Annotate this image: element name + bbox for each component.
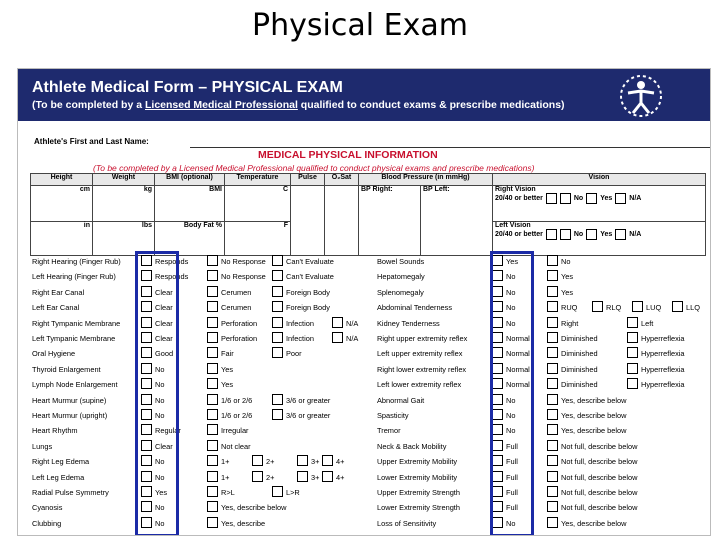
left-vision-checkbox-na[interactable] xyxy=(615,229,626,240)
checkbox[interactable] xyxy=(207,332,218,343)
option-label: Regular xyxy=(155,426,181,436)
exam-row-left-ear-canal xyxy=(32,300,377,315)
exam-row-splenomegaly xyxy=(377,285,707,300)
checkbox[interactable] xyxy=(672,301,683,312)
option-label: No xyxy=(155,472,165,482)
bmi-field[interactable]: BMI xyxy=(155,186,225,222)
option-label: Diminished xyxy=(561,349,598,359)
option-label: No xyxy=(155,457,165,467)
option-label: 1/6 or 2/6 xyxy=(221,395,253,405)
checkbox[interactable] xyxy=(207,286,218,297)
right-vision-cell: Right Vision 20/40 or better No Yes N/A xyxy=(493,186,706,222)
option-label: No xyxy=(155,503,165,513)
checkbox[interactable] xyxy=(207,409,218,420)
option-label: Foreign Body xyxy=(286,287,330,297)
exam-row-thyroid-enlargement xyxy=(32,362,377,377)
option-label: No xyxy=(155,395,165,405)
temperature-header: Temperature xyxy=(225,174,291,186)
exam-row-label: Left lower extremity reflex xyxy=(377,380,462,390)
checkbox[interactable] xyxy=(547,440,558,451)
option-label: Fair xyxy=(221,349,234,359)
checkbox[interactable] xyxy=(207,517,218,528)
option-label: Responds xyxy=(155,272,189,282)
checkbox[interactable] xyxy=(207,363,218,374)
option-label: Right xyxy=(561,318,579,328)
o2sat-header: O₂Sat xyxy=(325,174,359,186)
option-label: Hyperreflexia xyxy=(641,364,685,374)
checkbox[interactable] xyxy=(627,347,638,358)
option-label: Irregular xyxy=(221,426,249,436)
exam-row-right-lower-extremity-reflex xyxy=(377,362,707,377)
checkbox[interactable] xyxy=(272,486,283,497)
checkbox[interactable] xyxy=(207,486,218,497)
exam-row-label: Left Hearing (Finger Rub) xyxy=(32,272,116,282)
checkbox[interactable] xyxy=(207,501,218,512)
checkbox[interactable] xyxy=(547,394,558,405)
option-label: 1+ xyxy=(221,472,230,482)
option-label: Hyperreflexia xyxy=(641,380,685,390)
option-label: 3+ xyxy=(311,457,320,467)
option-label: No xyxy=(155,364,165,374)
form-banner xyxy=(18,69,711,121)
option-label: Diminished xyxy=(561,334,598,343)
weight-kg-field[interactable]: kg xyxy=(93,186,155,222)
exam-row-heart-murmur-upright xyxy=(32,408,377,423)
option-label: No xyxy=(506,411,516,420)
option-label: Not full, describe below xyxy=(561,472,638,482)
exam-row-kidney-tenderness xyxy=(377,316,707,331)
pulse-header: Pulse xyxy=(291,174,325,186)
exam-row-left-tympanic-membrane xyxy=(32,331,377,346)
option-label: N/A xyxy=(346,334,359,343)
special-olympics-logo xyxy=(618,73,664,119)
checkbox[interactable] xyxy=(632,301,643,312)
option-label: Diminished xyxy=(561,380,598,390)
exam-row-left-leg-edema xyxy=(32,470,377,485)
option-label: Full xyxy=(506,488,518,497)
checkbox[interactable] xyxy=(207,347,218,358)
right-vision-checkbox-yes[interactable] xyxy=(586,193,597,204)
exam-row-upper-extremity-mobility xyxy=(377,454,707,469)
exam-row-label: Cyanosis xyxy=(32,503,63,513)
option-label: Perforation xyxy=(221,318,258,328)
athlete-name-field[interactable] xyxy=(190,147,710,148)
option-label: 3+ xyxy=(311,472,320,482)
bp-right-field[interactable]: BP Right: xyxy=(359,186,421,256)
temp-f-field[interactable]: F xyxy=(225,222,291,256)
option-label: 2+ xyxy=(266,472,275,482)
option-label: 2+ xyxy=(266,457,275,467)
option-label: Responds xyxy=(155,257,189,266)
checkbox[interactable] xyxy=(547,255,558,266)
option-label: Yes xyxy=(221,380,234,390)
exam-row-label: Upper Extremity Mobility xyxy=(377,457,458,467)
left-vision-label: Left Vision xyxy=(495,222,531,229)
right-vision-label: Right Vision xyxy=(495,186,536,193)
bp-left-field[interactable]: BP Left: xyxy=(421,186,493,256)
left-vision-criteria: 20/40 or better xyxy=(495,231,543,238)
option-label: No xyxy=(155,380,165,390)
option-label: Normal xyxy=(506,334,530,343)
option-label: 1/6 or 2/6 xyxy=(221,411,253,420)
exam-row-label: Left upper extremity reflex xyxy=(377,349,463,359)
checkbox[interactable] xyxy=(207,455,218,466)
checkbox[interactable] xyxy=(547,332,558,343)
right-vision-criteria: 20/40 or better xyxy=(495,195,543,202)
form-subtitle: (To be completed by a Licensed Medical Professional qualified to conduct exams & prescribe medications) xyxy=(32,99,565,111)
option-label: Not full, describe below xyxy=(561,488,638,497)
option-label: Good xyxy=(155,349,174,359)
option-label: Normal xyxy=(506,349,530,359)
checkbox[interactable] xyxy=(297,455,308,466)
checkbox[interactable] xyxy=(272,394,283,405)
option-label: Yes xyxy=(561,272,574,282)
right-vision-checkbox-no[interactable] xyxy=(560,193,571,204)
option-label: LLQ xyxy=(686,303,700,313)
checkbox[interactable] xyxy=(207,301,218,312)
checkbox[interactable] xyxy=(592,301,603,312)
checkbox[interactable] xyxy=(207,424,218,435)
checkbox[interactable] xyxy=(332,332,343,343)
checkbox[interactable] xyxy=(547,363,558,374)
option-label: Yes, describe below xyxy=(221,503,287,513)
option-label: 3/6 or greater xyxy=(286,395,331,405)
option-label: Full xyxy=(506,503,518,513)
weight-header: Weight xyxy=(93,174,155,186)
option-label: Not full, describe below xyxy=(561,457,638,467)
option-label: Yes xyxy=(506,257,519,266)
form-title: Athlete Medical Form – PHYSICAL EXAM xyxy=(32,79,343,96)
exam-row-heart-rhythm xyxy=(32,423,377,438)
exam-row-lymph-node-enlargement xyxy=(32,377,377,392)
checkbox[interactable] xyxy=(547,501,558,512)
exam-row-label: Right lower extremity reflex xyxy=(377,364,467,374)
checkbox[interactable] xyxy=(547,347,558,358)
medical-form xyxy=(17,68,711,536)
option-label: 3/6 or greater xyxy=(286,411,331,420)
option-label: Yes, describe below xyxy=(561,395,627,405)
body-fat-field[interactable]: Body Fat % xyxy=(155,222,225,256)
option-label: No xyxy=(506,272,516,282)
checkbox[interactable] xyxy=(252,471,263,482)
option-label: Clear xyxy=(155,318,173,328)
exam-row-label: Loss of Sensitivity xyxy=(377,518,437,528)
option-label: 1+ xyxy=(221,457,230,467)
height-cm-field[interactable]: cm xyxy=(31,186,93,222)
checkbox[interactable] xyxy=(547,517,558,528)
exam-row-label: Right Hearing (Finger Rub) xyxy=(32,257,121,266)
checkbox[interactable] xyxy=(297,471,308,482)
option-label: Hyperreflexia xyxy=(641,334,685,343)
exam-row-label: Bowel Sounds xyxy=(377,257,425,266)
exam-row-label: Right Leg Edema xyxy=(32,457,90,467)
checkbox[interactable] xyxy=(272,270,283,281)
option-label: Infection xyxy=(286,318,314,328)
left-exam-list xyxy=(32,254,377,534)
left-vision-checkbox-no[interactable] xyxy=(560,229,571,240)
exam-row-label: Lower Extremity Mobility xyxy=(377,472,458,482)
checkbox[interactable] xyxy=(547,471,558,482)
exam-row-label: Abnormal Gait xyxy=(377,395,425,405)
option-label: Perforation xyxy=(221,334,258,343)
pulse-field[interactable] xyxy=(291,186,325,256)
highlight-box-right xyxy=(490,251,534,536)
exam-row-label: Lymph Node Enlargement xyxy=(32,380,118,390)
exam-row-upper-extremity-strength xyxy=(377,485,707,500)
checkbox[interactable] xyxy=(547,486,558,497)
checkbox[interactable] xyxy=(547,409,558,420)
exam-row-label: Right Tympanic Membrane xyxy=(32,318,121,328)
option-label: Diminished xyxy=(561,364,598,374)
checkbox[interactable] xyxy=(627,363,638,374)
exam-row-abdominal-tenderness xyxy=(377,300,707,315)
checkbox[interactable] xyxy=(627,317,638,328)
checkbox[interactable] xyxy=(272,409,283,420)
option-label: No xyxy=(506,303,516,313)
highlight-box-left xyxy=(135,251,179,536)
checkbox[interactable] xyxy=(547,286,558,297)
checkbox[interactable] xyxy=(547,455,558,466)
option-label: 4+ xyxy=(336,472,345,482)
option-label: Normal xyxy=(506,380,530,390)
exam-row-lower-extremity-mobility xyxy=(377,470,707,485)
exam-row-abnormal-gait xyxy=(377,393,707,408)
exam-row-label: Upper Extremity Strength xyxy=(377,488,460,497)
checkbox[interactable] xyxy=(272,347,283,358)
option-label: No xyxy=(155,518,165,528)
exam-row-label: Thyroid Enlargement xyxy=(32,364,101,374)
checkbox[interactable] xyxy=(547,424,558,435)
option-label: Infection xyxy=(286,334,314,343)
exam-row-left-lower-extremity-reflex xyxy=(377,377,707,392)
option-label: Full xyxy=(506,457,518,467)
exam-row-label: Radial Pulse Symmetry xyxy=(32,488,109,497)
section-title: MEDICAL PHYSICAL INFORMATION xyxy=(258,149,438,161)
option-label: Not full, describe below xyxy=(561,503,638,513)
exam-row-label: Kidney Tenderness xyxy=(377,318,440,328)
exam-row-lower-extremity-strength xyxy=(377,500,707,515)
exam-row-label: Hepatomegaly xyxy=(377,272,425,282)
checkbox[interactable] xyxy=(547,270,558,281)
option-label: No xyxy=(506,287,516,297)
right-exam-list xyxy=(377,254,707,534)
exam-row-radial-pulse-symmetry xyxy=(32,485,377,500)
exam-row-cyanosis xyxy=(32,500,377,515)
section-subtitle: (To be completed by a Licensed Medical Professional qualified to conduct physical exams and prescribe medications) xyxy=(93,163,535,173)
option-label: Clear xyxy=(155,303,173,313)
checkbox[interactable] xyxy=(547,301,558,312)
option-label: LUQ xyxy=(646,303,662,313)
exam-row-right-hearing-finger-rub xyxy=(32,254,377,269)
option-label: Not clear xyxy=(221,441,251,451)
option-label: Full xyxy=(506,472,518,482)
checkbox[interactable] xyxy=(207,394,218,405)
exam-row-label: Right upper extremity reflex xyxy=(377,334,468,343)
checkbox[interactable] xyxy=(547,378,558,389)
option-label: N/A xyxy=(346,318,359,328)
option-label: Full xyxy=(506,441,518,451)
athlete-name-label: Athlete's First and Last Name: xyxy=(34,137,149,146)
option-label: Yes, describe below xyxy=(561,411,627,420)
option-label: No xyxy=(506,518,516,528)
right-vision-checkbox-na[interactable] xyxy=(615,193,626,204)
exam-row-right-tympanic-membrane xyxy=(32,316,377,331)
weight-lbs-field[interactable]: lbs xyxy=(93,222,155,256)
exam-row-label: Tremor xyxy=(377,426,401,436)
checkbox[interactable] xyxy=(207,255,218,266)
option-label: No xyxy=(155,411,165,420)
exam-row-bowel-sounds xyxy=(377,254,707,269)
exam-row-heart-murmur-supine xyxy=(32,393,377,408)
left-vision-checkbox-yes[interactable] xyxy=(586,229,597,240)
exam-row-left-upper-extremity-reflex xyxy=(377,346,707,361)
exam-row-label: Clubbing xyxy=(32,518,62,528)
checkbox[interactable] xyxy=(272,255,283,266)
checkbox[interactable] xyxy=(272,332,283,343)
option-label: No xyxy=(506,426,516,436)
checkbox[interactable] xyxy=(207,270,218,281)
checkbox[interactable] xyxy=(207,378,218,389)
checkbox[interactable] xyxy=(272,301,283,312)
checkbox[interactable] xyxy=(627,378,638,389)
option-label: Yes, describe xyxy=(221,518,266,528)
option-label: Not full, describe below xyxy=(561,441,638,451)
exam-row-label: Lungs xyxy=(32,441,53,451)
exam-row-label: Heart Murmur (upright) xyxy=(32,411,108,420)
option-label: Normal xyxy=(506,364,530,374)
exam-row-oral-hygiene xyxy=(32,346,377,361)
temp-c-field[interactable]: C xyxy=(225,186,291,222)
option-label: L>R xyxy=(286,488,300,497)
option-label: No Response xyxy=(221,257,266,266)
exam-row-lungs xyxy=(32,439,377,454)
bp-header: Blood Pressure (in mmHg) xyxy=(359,174,493,186)
slide-title: Physical Exam xyxy=(252,8,468,43)
checkbox[interactable] xyxy=(627,332,638,343)
exam-row-label: Abdominal Tenderness xyxy=(377,303,453,313)
left-vision-checkbox-better[interactable] xyxy=(546,229,557,240)
option-label: Clear xyxy=(155,287,173,297)
option-label: Yes, describe below xyxy=(561,426,627,436)
exam-row-right-upper-extremity-reflex xyxy=(377,331,707,346)
checkbox[interactable] xyxy=(272,317,283,328)
checkbox[interactable] xyxy=(322,455,333,466)
option-label: Can't Evaluate xyxy=(286,272,334,282)
bmi-header: BMI (optional) xyxy=(155,174,225,186)
option-label: Yes xyxy=(561,287,574,297)
option-label: R>L xyxy=(221,488,235,497)
exam-row-label: Left Ear Canal xyxy=(32,303,80,313)
option-label: Foreign Body xyxy=(286,303,330,313)
o2sat-field[interactable] xyxy=(325,186,359,256)
vitals-table xyxy=(30,173,706,256)
exam-row-clubbing xyxy=(32,516,377,531)
exam-row-label: Heart Murmur (supine) xyxy=(32,395,107,405)
height-in-field[interactable]: in xyxy=(31,222,93,256)
option-label: Left xyxy=(641,318,654,328)
option-label: RLQ xyxy=(606,303,622,313)
exam-row-right-leg-edema xyxy=(32,454,377,469)
checkbox[interactable] xyxy=(207,440,218,451)
option-label: Poor xyxy=(286,349,302,359)
checkbox[interactable] xyxy=(547,317,558,328)
option-label: No xyxy=(561,257,571,266)
option-label: 4+ xyxy=(336,457,345,467)
checkbox[interactable] xyxy=(332,317,343,328)
exam-row-label: Lower Extremity Strength xyxy=(377,503,460,513)
option-label: Yes xyxy=(155,488,168,497)
exam-row-label: Splenomegaly xyxy=(377,287,424,297)
checkbox[interactable] xyxy=(207,471,218,482)
vision-header: Vision xyxy=(493,174,706,186)
option-label: Hyperreflexia xyxy=(641,349,685,359)
option-label: No Response xyxy=(221,272,266,282)
checkbox[interactable] xyxy=(207,317,218,328)
option-label: Yes, describe below xyxy=(561,518,627,528)
option-label: Cerumen xyxy=(221,303,252,313)
checkbox[interactable] xyxy=(252,455,263,466)
exam-row-label: Left Leg Edema xyxy=(32,472,85,482)
option-label: Cerumen xyxy=(221,287,252,297)
option-label: Clear xyxy=(155,334,173,343)
option-label: No xyxy=(506,395,516,405)
exam-row-label: Heart Rhythm xyxy=(32,426,78,436)
exam-row-loss-of-sensitivity xyxy=(377,516,707,531)
checkbox[interactable] xyxy=(322,471,333,482)
checkbox[interactable] xyxy=(272,286,283,297)
height-header: Height xyxy=(31,174,93,186)
option-label: Can't Evaluate xyxy=(286,257,334,266)
option-label: No xyxy=(506,318,516,328)
option-label: Clear xyxy=(155,441,173,451)
exam-row-neck-back-mobility xyxy=(377,439,707,454)
exam-row-label: Left Tympanic Membrane xyxy=(32,334,116,343)
exam-row-left-hearing-finger-rub xyxy=(32,269,377,284)
exam-row-label: Neck & Back Mobility xyxy=(377,441,447,451)
left-vision-cell: Left Vision 20/40 or better No Yes N/A xyxy=(493,222,706,256)
exam-row-hepatomegaly xyxy=(377,269,707,284)
exam-row-label: Oral Hygiene xyxy=(32,349,76,359)
exam-row-label: Right Ear Canal xyxy=(32,287,85,297)
exam-row-spasticity xyxy=(377,408,707,423)
right-vision-checkbox-better[interactable] xyxy=(546,193,557,204)
exam-row-label: Spasticity xyxy=(377,411,409,420)
exam-row-tremor xyxy=(377,423,707,438)
option-label: RUQ xyxy=(561,303,578,313)
option-label: Yes xyxy=(221,364,234,374)
exam-row-right-ear-canal xyxy=(32,285,377,300)
